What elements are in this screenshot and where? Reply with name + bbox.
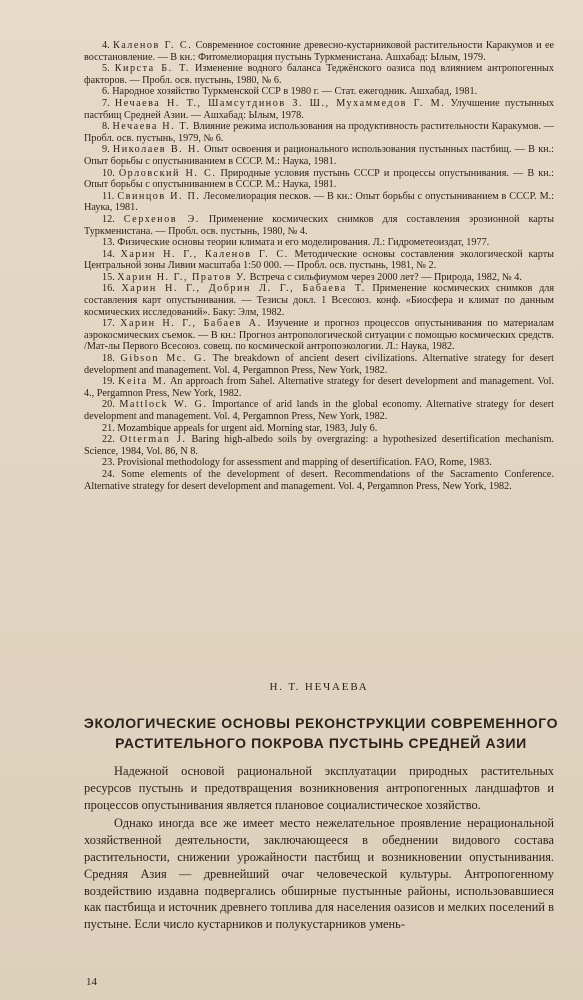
reference-number: 13. [102, 237, 115, 249]
reference-item [84, 214, 554, 237]
paragraph: Однако иногда все же имеет место нежелательное проявление нерациональной хозяйственной деятельности, заключающееся в обеднении видового состава растительности, снижении урожайности пастбищ и возникновении опустынивания. Средняя Азия — древнейший очаг человеческой культуры. Антропогенному воздействию издавна подвергались обширные пустынные районы, использовавшиеся как пастбища и источник древнего топлива для населения оазисов и мелких поселений в пустыне. Если число кустарников и полукустарников умень- [84, 816, 554, 932]
reference-text: Природные условия пустынь СССР и процессы опустынивания. — В кн.: Опыт борьбы с опустыниванием в СССР. М.: Наука, 1981. [84, 167, 554, 191]
reference-item [84, 469, 554, 492]
reference-author: Gibson Mc. G. [120, 353, 208, 365]
reference-item [84, 86, 554, 98]
reference-author: Keita M. [118, 376, 168, 388]
reference-item [84, 423, 554, 435]
reference-text: Лесомелиорация песков. — В кн.: Опыт борьбы с опустыниванием в СССР. М.: Наука, 1981. [84, 190, 555, 214]
reference-number: 19. [102, 376, 115, 388]
reference-text: Mozambique appeals for urgent aid. Morning star, 1983, July 6. [117, 422, 378, 434]
reference-author: Харин Н. Г., Добрин Л. Г., Бабаева Т. [121, 283, 366, 295]
reference-number: 9. [102, 144, 110, 156]
reference-item [84, 457, 554, 469]
reference-item [84, 434, 554, 457]
reference-item [84, 249, 554, 272]
reference-item [84, 283, 554, 318]
reference-text: Provisional methodology for assessment and mapping of desertification. FAO, Rome, 1983. [117, 457, 492, 469]
article-author: Н. Т. НЕЧАЕВА [269, 681, 369, 693]
reference-text: Изменение водного баланса Теджёнского оазиса под влиянием антропогенных факторов. — Пробл. осв. пустынь, 1980, № 6. [84, 63, 554, 86]
page-number: 14 [86, 976, 97, 988]
reference-item [84, 318, 554, 353]
reference-item [84, 144, 554, 167]
reference-number: 10. [102, 167, 115, 179]
reference-text: Народное хозяйство Туркменской ССР в 1980 г. — Стат. ежегодник. Ашхабад, 1981. [112, 86, 478, 98]
reference-item [84, 40, 554, 63]
reference-text: Влияние режима использования на продуктивность растительности Каракумов. — Пробл. осв. пустынь, 1979, № 6. [84, 121, 555, 144]
reference-author: Нечаева Н. Т. [112, 121, 191, 133]
reference-number: 17. [102, 318, 115, 330]
reference-item [84, 272, 554, 284]
reference-number: 11. [102, 190, 115, 202]
reference-author: Харин Н. Г., Каленов Г. С. [120, 248, 289, 260]
reference-author: Орловский Н. С. [118, 167, 217, 179]
reference-text: Применение космических снимков для составления эрозионной карты Туркменистана. — Пробл. осв. пустынь, 1980, № 4. [84, 213, 555, 237]
reference-number: 23. [102, 457, 115, 469]
reference-number: 15. [102, 271, 115, 283]
reference-text: Importance of arid lands in the global economy. Alternative strategy for desert development and management. Vol. 4, Pergamnon Press, New York, 1982. [84, 399, 554, 422]
reference-item [84, 63, 554, 86]
reference-item [84, 399, 554, 422]
reference-text: The breakdown of ancient desert civilizations. Alternative strategy for desert development and management. Vol. 4, Pergamnon Press, New York, 1982. [84, 353, 554, 376]
reference-item [84, 121, 554, 144]
reference-text: Улучшение пустынных пастбищ Средней Азии. — Ашхабад: Ылым, 1978. [84, 97, 555, 121]
reference-number: 6. [102, 86, 110, 98]
reference-list [84, 40, 554, 492]
reference-author: Серхенов Э. [123, 213, 200, 225]
reference-text: Встреча с сильфиумом через 2000 лет? — Природа, 1982, № 4. [249, 271, 522, 283]
reference-number: 22. [102, 434, 115, 446]
reference-text: Опыт освоения и рационального использования пустынных пастбищ. — В кн.: Опыт борьбы с опустыниванием в СССР. М.: Наука, 1981. [84, 144, 554, 167]
reference-text: Baring high-albedo soils by overgrazing: a hypothesized desertification mechanism. Science, 1984, Vol. 86, N 8. [84, 434, 555, 457]
reference-number: 18. [102, 353, 115, 365]
reference-author: Харин Н. Г., Бабаев А. [120, 318, 262, 330]
paragraph: Надежной основой рациональной эксплуатации природных растительных ресурсов пустынь и предотвращения возникновения антропогенных ландшафтов и процессов опустынивания является плановое социалистическое хозяйство. [84, 764, 554, 812]
reference-number: 5. [102, 63, 110, 75]
reference-number: 7. [102, 97, 110, 109]
reference-item [84, 191, 554, 214]
reference-number: 4. [102, 40, 110, 51]
article-title: ЭКОЛОГИЧЕСКИЕ ОСНОВЫ РЕКОНСТРУКЦИИ СОВРЕМЕННОГО РАСТИТЕЛЬНОГО ПОКРОВА ПУСТЫНЬ СРЕДНЕЙ АЗИИ [83, 715, 559, 751]
reference-number: 24. [102, 468, 115, 480]
article-body [84, 763, 554, 935]
reference-number: 14. [102, 248, 115, 260]
reference-number: 8. [102, 121, 110, 133]
reference-number: 12. [102, 213, 115, 225]
reference-item [84, 168, 554, 191]
reference-text: Методические основы составления экологической карты Центральной зоны Ливии масштаба 1:50 000. — Пробл. осв. пустынь, 1981, № 2. [84, 248, 555, 272]
reference-author: Кирста Б. Т. [114, 63, 190, 75]
reference-item [84, 376, 554, 399]
reference-number: 16. [102, 283, 115, 295]
reference-text: Изучение и прогноз процессов опустынивания по материалам аэрокосмических съемок. — В кн.: Прогноз антропологической ситуации с помощью космических средств. /Мат-лы Первого Всесоюз. совещ. по космической антропоэкологии. Л.: Наука, 1982. [84, 318, 555, 353]
reference-text: An approach from Sahel. Alternative strategy for desert development and management. Vol. 4., Pergamnon Press, New York, 1982. [84, 376, 555, 399]
reference-number: 20. [102, 399, 115, 411]
reference-item [84, 237, 554, 249]
reference-author: Николаев В. Н. [112, 144, 201, 156]
reference-author: Свинцов И. П. [117, 190, 201, 202]
reference-item [84, 353, 554, 376]
reference-author: Харин Н. Г., Пратов У. [117, 271, 248, 283]
reference-text: Применение космических снимков для составления карт опустынивания. — Тезисы докл. 1 Всесоюз. конф. «Биосфера и климат по данным космических исследований». Баку: Элм, 1982. [84, 283, 555, 318]
reference-text: Some elements of the development of desert. Recommendations of the Sacramento Conference. Alternative strategy for desert development and management. Vol. 4, Pergamnon Press, New York, 1982. [84, 468, 554, 492]
reference-author: Mattlock W. G. [119, 399, 208, 411]
reference-text: Физические основы теории климата и его моделирования. Л.: Гидрометеоиздат, 1977. [117, 237, 490, 249]
reference-item [84, 98, 554, 121]
reference-number: 21. [102, 422, 115, 434]
reference-author: Otterman J. [119, 434, 187, 446]
reference-text: Современное состояние древесно-кустарниковой растительности Каракумов и ее восстановление. — В кн.: Фитомелиорация пустынь Туркменистана. Ашхабад: Ылым, 1979. [84, 40, 555, 63]
reference-author: Каленов Г. С. [113, 40, 193, 51]
reference-author: Нечаева Н. Т., Шамсутдинов З. Ш., Мухаммедов Г. М. [114, 97, 446, 109]
